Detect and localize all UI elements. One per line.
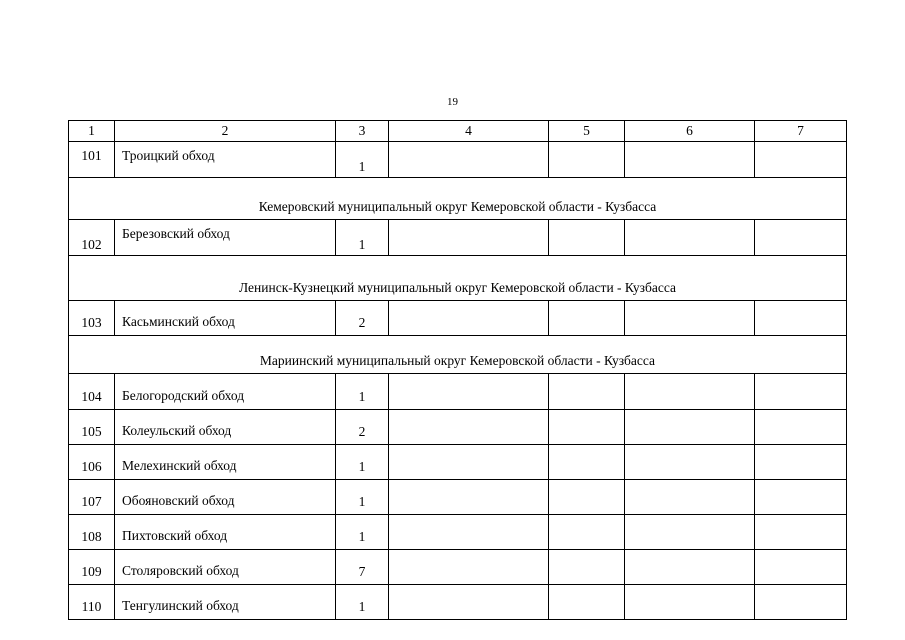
empty-cell [549,142,625,178]
empty-cell [755,410,847,445]
column-header: 6 [625,121,755,142]
row-name: Березовский обход [115,220,336,256]
section-row [69,336,847,374]
empty-cell [549,585,625,620]
empty-cell [755,142,847,178]
row-quantity: 1 [336,220,389,256]
empty-cell [549,515,625,550]
empty-cell [755,445,847,480]
empty-cell [389,480,549,515]
row-name: Троицкий обход [115,142,336,178]
row-name: Белогородский обход [115,374,336,410]
empty-cell [389,515,549,550]
row-quantity: 1 [336,142,389,178]
row-quantity: 1 [336,585,389,620]
row-name: Обояновский обход [115,480,336,515]
table-row [69,480,847,515]
table-row [69,445,847,480]
section-title: Кемеровский муниципальный округ Кемеровской области - Кузбасса [69,178,847,220]
empty-cell [625,301,755,336]
row-number: 103 [69,301,115,336]
table-row [69,585,847,620]
page-number: 19 [447,96,458,108]
row-name: Колеульский обход [115,410,336,445]
empty-cell [755,515,847,550]
empty-cell [549,374,625,410]
empty-cell [549,220,625,256]
empty-cell [755,220,847,256]
column-header: 2 [115,121,336,142]
empty-cell [549,550,625,585]
row-name: Столяровский обход [115,550,336,585]
table-row [69,515,847,550]
empty-cell [755,374,847,410]
section-title: Ленинск-Кузнецкий муниципальный округ Кемеровской области - Кузбасса [69,256,847,301]
row-number: 101 [69,142,115,178]
row-number: 108 [69,515,115,550]
empty-cell [389,445,549,480]
column-header: 1 [69,121,115,142]
empty-cell [625,410,755,445]
row-name: Пихтовский обход [115,515,336,550]
section-row [69,256,847,301]
empty-cell [625,585,755,620]
empty-cell [549,445,625,480]
empty-cell [625,374,755,410]
row-name: Мелехинский обход [115,445,336,480]
empty-cell [625,480,755,515]
row-quantity: 1 [336,445,389,480]
row-number: 109 [69,550,115,585]
row-number: 105 [69,410,115,445]
empty-cell [755,550,847,585]
row-quantity: 2 [336,410,389,445]
empty-cell [625,445,755,480]
row-number: 107 [69,480,115,515]
row-quantity: 2 [336,301,389,336]
empty-cell [549,301,625,336]
empty-cell [389,301,549,336]
table-row [69,374,847,410]
column-header: 4 [389,121,549,142]
table-row [69,142,847,178]
empty-cell [389,585,549,620]
row-number: 110 [69,585,115,620]
row-quantity: 1 [336,374,389,410]
empty-cell [389,374,549,410]
empty-cell [389,142,549,178]
section-row [69,178,847,220]
empty-cell [625,550,755,585]
row-name: Тенгулинский обход [115,585,336,620]
empty-cell [755,480,847,515]
empty-cell [549,480,625,515]
table-row [69,301,847,336]
empty-cell [755,301,847,336]
empty-cell [389,220,549,256]
column-header: 5 [549,121,625,142]
empty-cell [389,550,549,585]
table-row [69,220,847,256]
empty-cell [625,142,755,178]
empty-cell [625,515,755,550]
empty-cell [389,410,549,445]
row-quantity: 1 [336,515,389,550]
column-header: 3 [336,121,389,142]
column-header: 7 [755,121,847,142]
row-quantity: 1 [336,480,389,515]
table-row [69,410,847,445]
empty-cell [755,585,847,620]
table-row [69,550,847,585]
empty-cell [549,410,625,445]
row-number: 102 [69,220,115,256]
row-number: 106 [69,445,115,480]
section-title: Мариинский муниципальный округ Кемеровской области - Кузбасса [69,336,847,374]
row-name: Касьминский обход [115,301,336,336]
row-number: 104 [69,374,115,410]
empty-cell [625,220,755,256]
row-quantity: 7 [336,550,389,585]
table-header-row [69,121,847,142]
document-table [68,120,847,620]
